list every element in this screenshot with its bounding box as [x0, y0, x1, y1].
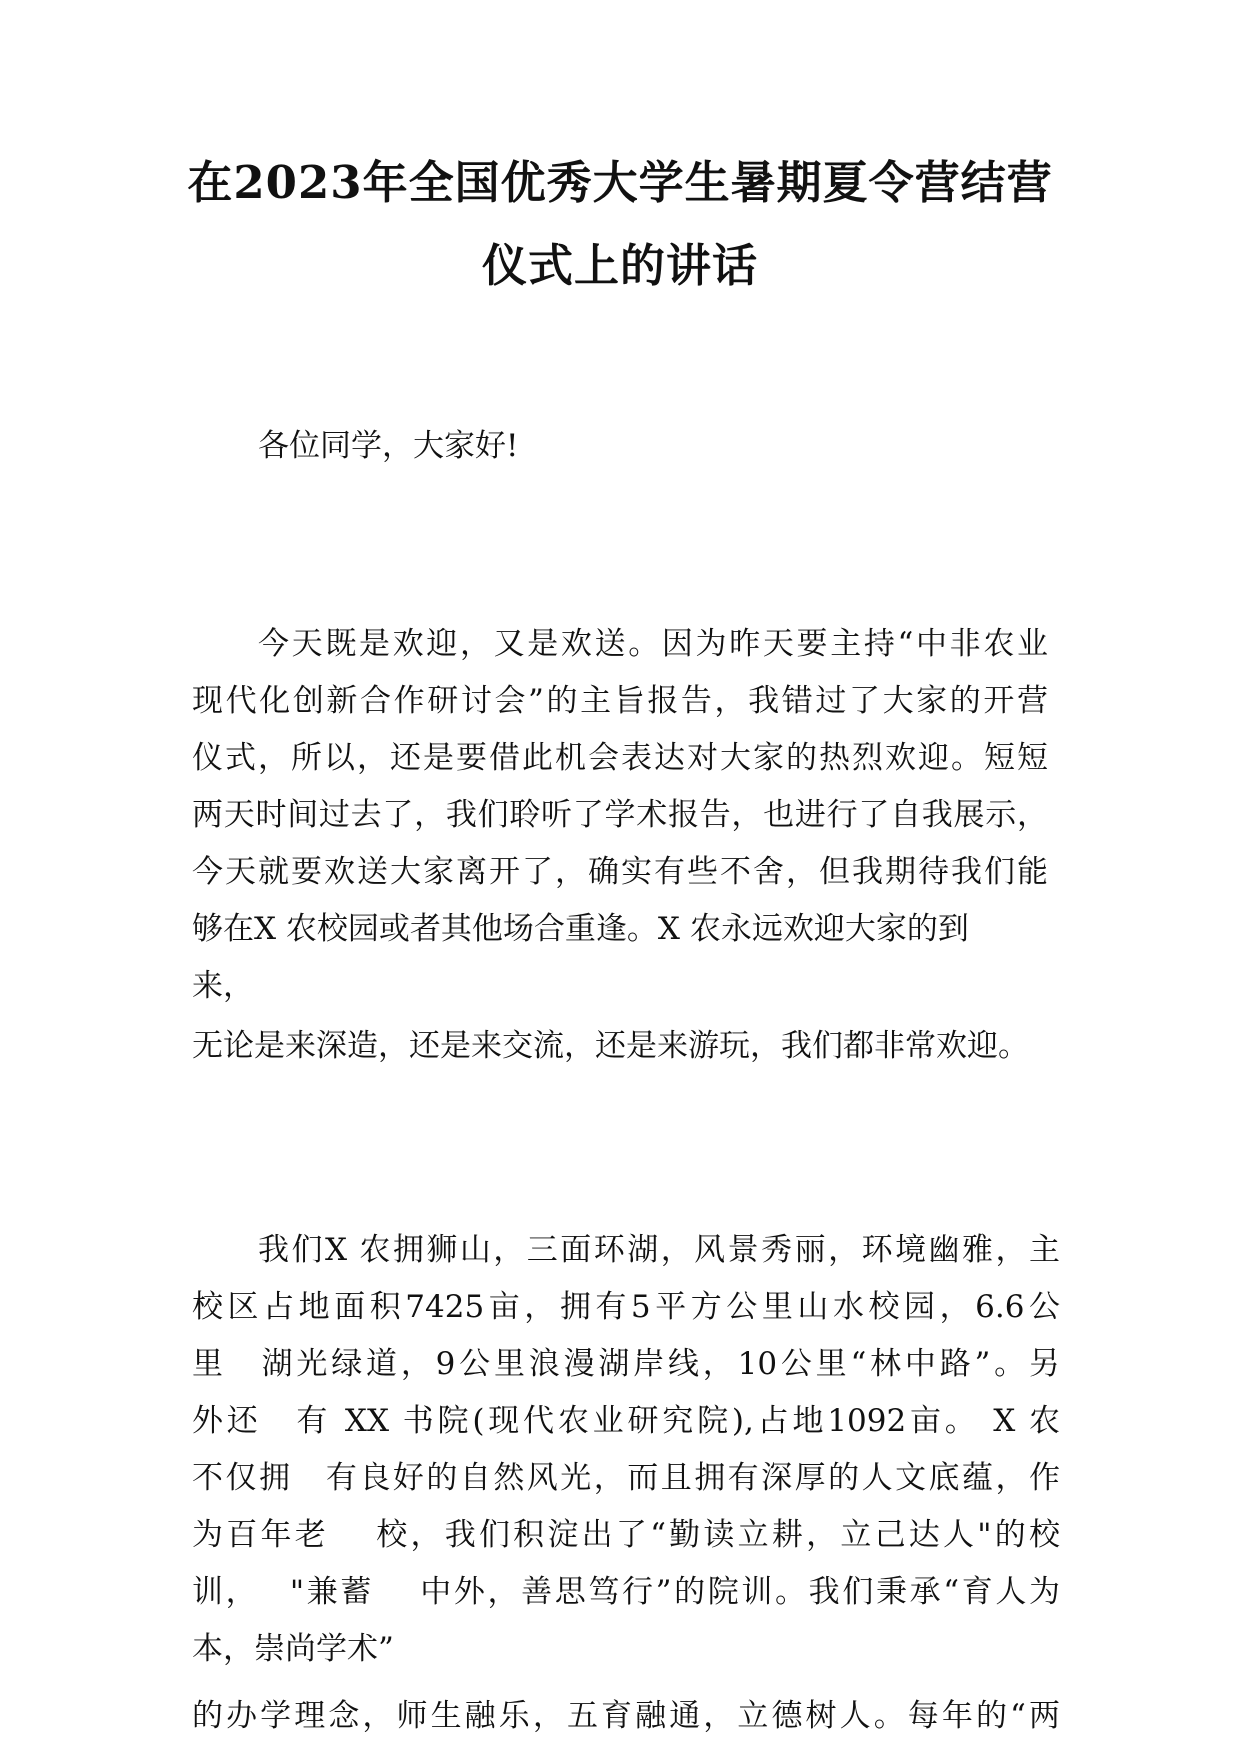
- paragraph-line: 校区占地面积7425亩，拥有5平方公里山水校园，6.6公: [192, 1289, 1060, 1325]
- paragraph-line: 两天时间过去了，我们聆听了学术报告，也进行了自我展示，: [192, 797, 1048, 833]
- paragraph-line: 来，: [192, 968, 254, 1004]
- document-title-line-2: 仪式上的讲话: [481, 239, 758, 292]
- paragraph-1: [192, 616, 1048, 1015]
- paragraph-line: 训， "兼蓄 中外，善思笃行”的院训。我们秉承“育人为: [192, 1574, 1060, 1610]
- paragraph-line: 我们X 农拥狮山，三面环湖，风景秀丽，环境幽雅，主: [258, 1232, 1060, 1268]
- greeting: 各位同学，大家好!: [258, 428, 519, 464]
- paragraph-line: 里 湖光绿道，9公里浪漫湖岸线，10公里“林中路”。另: [192, 1346, 1060, 1382]
- paragraph-line: 的办学理念，师生融乐，五育融通，立德树人。每年的“两: [192, 1698, 1060, 1734]
- document-title-line-1: 在2023年全国优秀大学生暑期夏令营结营: [187, 156, 1053, 209]
- paragraph-line: 现代化创新合作研讨会”的主旨报告，我错过了大家的开营: [192, 683, 1048, 719]
- paragraph-line: 为百年老 校，我们积淀出了“勤读立耕，立己达人"的校: [192, 1517, 1060, 1553]
- paragraph-line: 今天就要欢送大家离开了，确实有些不舍，但我期待我们能: [192, 854, 1048, 890]
- paragraph-line: 仪式，所以，还是要借此机会表达对大家的热烈欢迎。短短: [192, 740, 1048, 776]
- paragraph-1-continuation: 无论是来深造，还是来交流，还是来游玩，我们都非常欢迎。: [192, 1028, 1029, 1064]
- paragraph-line: 本，崇尚学术”: [192, 1631, 394, 1667]
- paragraph-line: 今天既是欢迎，又是欢送。因为昨天要主持“中非农业: [258, 626, 1048, 662]
- paragraph-line: 外还 有 XX 书院(现代农业研究院),占地1092亩。 X 农: [192, 1403, 1060, 1439]
- paragraph-2: [192, 1222, 1060, 1678]
- paragraph-line: 不仅拥 有良好的自然风光，而且拥有深厚的人文底蕴，作: [192, 1460, 1060, 1496]
- paragraph-3: [192, 1688, 1060, 1745]
- paragraph-line: 够在X 农校园或者其他场合重逢。X 农永远欢迎大家的到: [192, 911, 969, 947]
